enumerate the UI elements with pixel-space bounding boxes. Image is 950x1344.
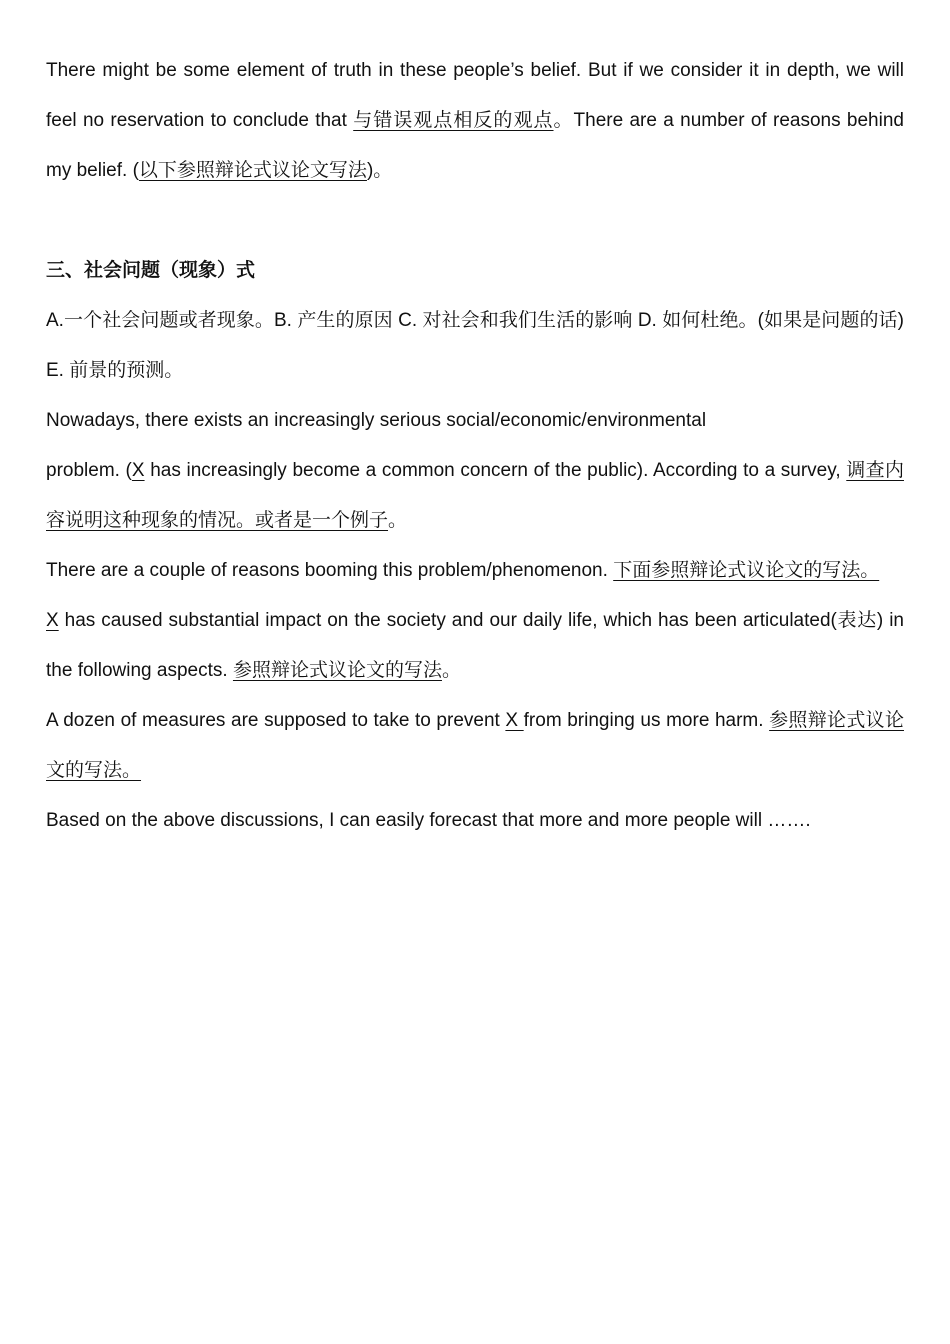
paragraph-5 xyxy=(46,696,904,796)
document-page xyxy=(46,46,904,846)
p2-text-3: 。 xyxy=(388,510,408,531)
p3-text-1: There are a couple of reasons booming this problem/phenomenon. xyxy=(46,560,614,581)
paragraph-6: Based on the above discussions, I can easily forecast that more and more people will ……. xyxy=(46,810,811,831)
paragraph-2 xyxy=(46,446,904,546)
p2-text-2: has increasingly become a common concern of the public). According to a survey, xyxy=(144,460,847,481)
p4-x-placeholder: X xyxy=(46,610,59,631)
p4-text-1: has caused substantial impact on the society and our daily life, which has been articulated(表达) in the following aspects. xyxy=(46,610,904,681)
p2-text-1: problem. ( xyxy=(46,460,132,481)
p4-underlined: 参照辩论式议论文的写法 xyxy=(232,660,442,681)
intro-paragraph xyxy=(46,46,904,196)
paragraph-4 xyxy=(46,596,904,696)
intro-underlined-2: 以下参照辩论式议论文写法 xyxy=(138,160,367,181)
intro-text-2: 。There are a number of reasons behind my belief. ( xyxy=(46,110,904,181)
p5-underlined: 参照辩论式议论文的写法。 xyxy=(46,710,904,781)
section-heading: 三、社会问题（现象）式 xyxy=(46,260,256,281)
section-gap xyxy=(46,196,904,246)
p5-x-placeholder: X xyxy=(505,710,524,731)
paragraph-1: Nowadays, there exists an increasingly serious social/economic/environmental xyxy=(46,410,707,431)
paragraph-3 xyxy=(46,546,904,596)
intro-underlined-1: 与错误观点相反的观点 xyxy=(353,110,554,131)
outline-paragraph: A.一个社会问题或者现象。B. 产生的原因 C. 对社会和我们生活的影响 D. 如何杜绝。(如果是问题的话) E. 前景的预测。 xyxy=(46,310,904,381)
intro-text-3: )。 xyxy=(366,160,393,181)
intro-text-1: There might be some element of truth in these people’s belief. But if we consider it in depth, we will feel no reservation to conclude that xyxy=(46,60,904,131)
p2-underlined: 调查内容说明这种现象的情况。或者是一个例子 xyxy=(46,460,904,531)
p3-underlined: 下面参照辩论式议论文的写法。 xyxy=(613,560,880,581)
p5-text-2: from bringing us more harm. xyxy=(523,710,770,731)
p4-text-2: 。 xyxy=(441,660,461,681)
p2-x-placeholder: X xyxy=(131,460,145,481)
p5-text-1: A dozen of measures are supposed to take to prevent xyxy=(46,710,506,731)
